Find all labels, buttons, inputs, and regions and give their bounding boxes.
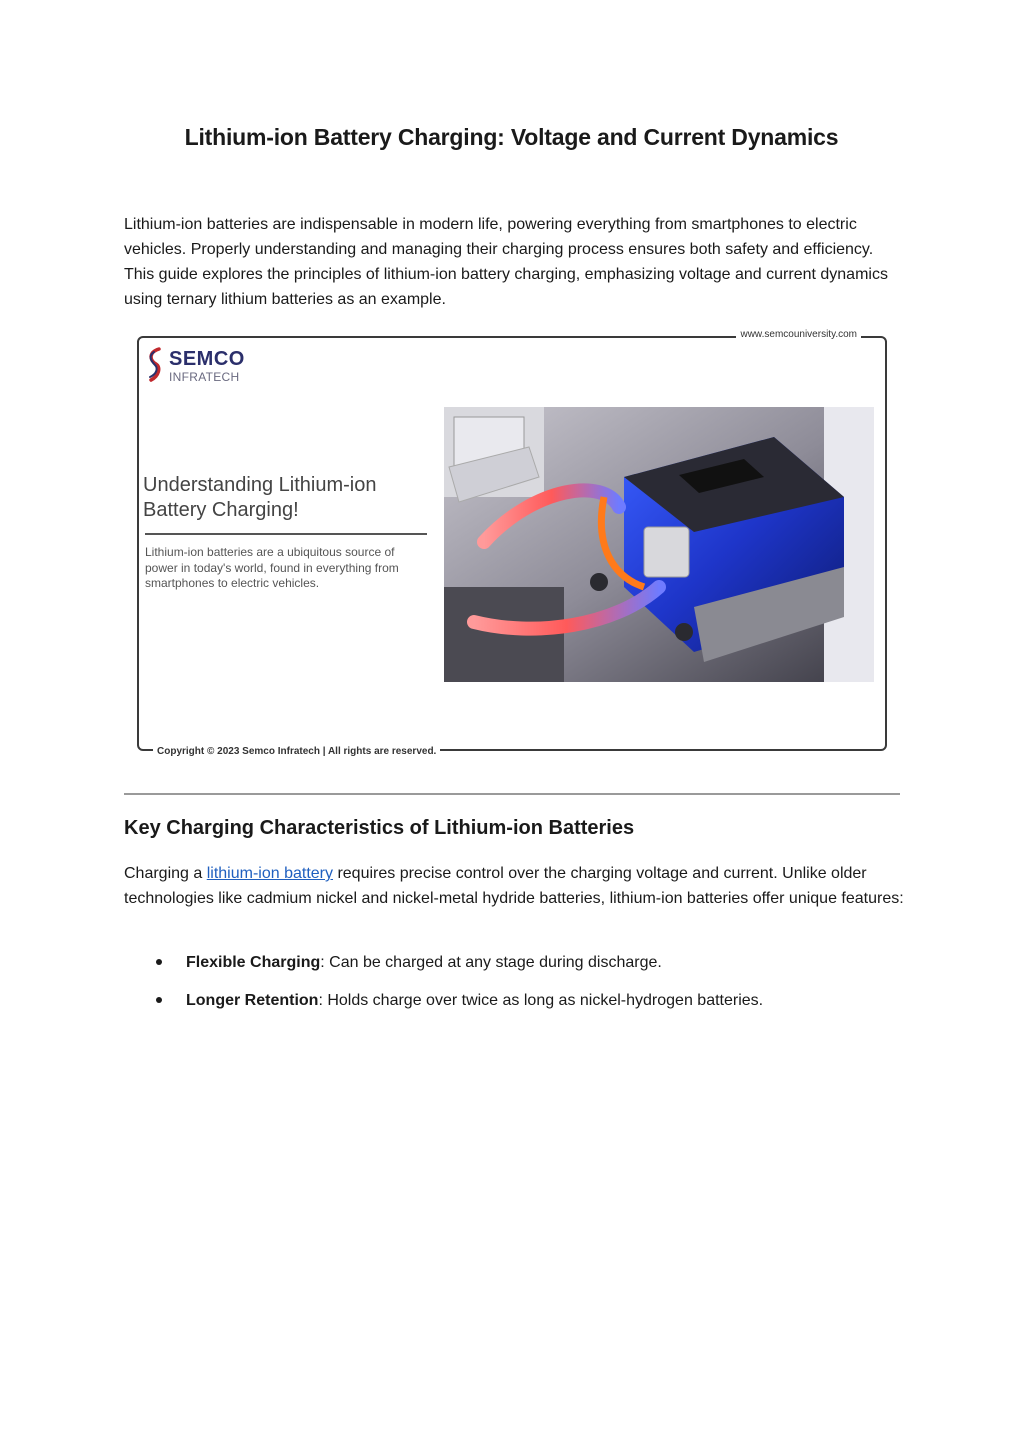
semco-logo-icon <box>145 346 165 384</box>
intro-paragraph: Lithium-ion batteries are indispensable in modern life, powering everything from smartphones to electric vehicles. Properly understanding and managing their charging process ensures both safety and efficiency. This guide explores the principles of lithium-ion battery charging, emphasizing voltage and current dynamics using ternary lithium batteries as an example. <box>124 216 888 308</box>
logo-name: SEMCO <box>169 348 245 370</box>
bullet-icon <box>156 997 162 1003</box>
bullet-icon <box>156 959 162 965</box>
slide-heading-line1: Understanding Lithium-ion <box>143 474 377 496</box>
slide-heading <box>143 473 433 523</box>
lithium-ion-battery-link[interactable]: lithium-ion battery <box>206 865 333 882</box>
logo-subtitle: INFRATECH <box>169 370 240 384</box>
slide-description: Lithium-ion batteries are a ubiquitous source of power in today's world, found in everything from smartphones to electric vehicles. <box>145 545 399 590</box>
slide-url-text: www.semcouniversity.com <box>736 329 861 340</box>
slide-copyright: Copyright © 2023 Semco Infratech | All rights are reserved. <box>153 746 440 757</box>
feature-description: : Holds charge over twice as long as nickel-hydrogen batteries. <box>318 992 764 1009</box>
feature-term: Longer Retention <box>186 992 319 1009</box>
semco-logo <box>145 346 265 386</box>
feature-term: Flexible Charging <box>186 954 321 971</box>
slide-divider <box>145 533 427 535</box>
page-title: Lithium-ion Battery Charging: Voltage and Current Dynamics <box>184 124 839 150</box>
list-item <box>124 950 884 975</box>
section-divider <box>124 793 900 795</box>
section-heading: Key Charging Characteristics of Lithium-ion Batteries <box>124 817 635 839</box>
section-paragraph <box>124 861 904 911</box>
features-list <box>124 950 884 1026</box>
article-image <box>137 329 887 757</box>
para-text-after-link: requires precise control over the charging voltage and current. Unlike older technologies like cadmium nickel and nickel-metal hydride batteries, lithium-ion batteries offer unique features: <box>124 865 904 907</box>
slide-heading-line2: Battery Charging! <box>143 499 299 521</box>
list-item <box>124 988 884 1013</box>
battery-pack-photo <box>444 407 874 682</box>
para-text-before-link: Charging a <box>124 865 207 882</box>
feature-description: : Can be charged at any stage during discharge. <box>320 954 662 971</box>
